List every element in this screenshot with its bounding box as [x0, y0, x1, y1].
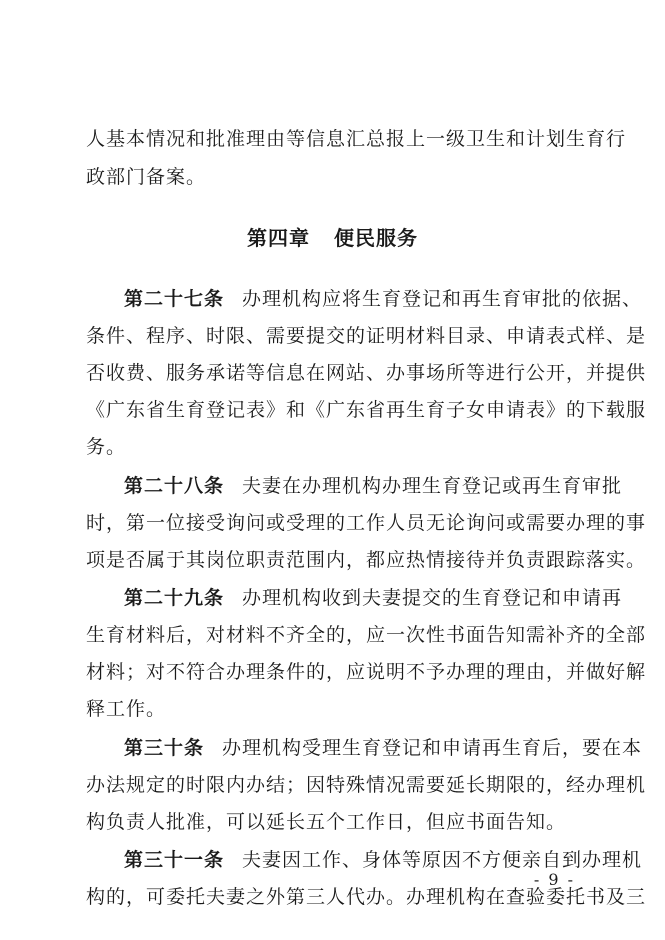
body-text-line: 构负责人批准，可以延长五个工作日，但应书面告知。	[86, 811, 567, 833]
article-text: 夫妻在办理机构办理生育登记或再生育审批	[242, 475, 623, 497]
body-text-line: 《广东省生育登记表》和《广东省再生育子女申请表》的下载服	[86, 399, 647, 421]
article-label: 第二十九条	[124, 587, 225, 609]
chapter-heading	[0, 222, 665, 251]
article-text: 办理机构收到夫妻提交的生育登记和申请再	[242, 587, 623, 609]
article-text: 夫妻因工作、身体等原因不方便亲自到办理机	[242, 849, 643, 871]
article-label: 第二十八条	[124, 475, 225, 497]
body-text-line: 条件、程序、时限、需要提交的证明材料目录、申请表式样、是	[86, 325, 647, 347]
article-text: 办理机构应将生育登记和再生育审批的依据、	[242, 288, 643, 310]
body-text-line: 项是否属于其岗位职责范围内，都应热情接待并负责跟踪落实。	[86, 549, 647, 571]
article-27	[124, 286, 643, 312]
body-text-line: 务。	[86, 436, 127, 458]
body-text-line: 否收费、服务承诺等信息在网站、办事场所等进行公开，并提供	[86, 362, 647, 384]
article-label: 第三十一条	[124, 849, 225, 871]
body-text-line: 释工作。	[86, 698, 167, 720]
article-30	[124, 735, 643, 761]
page-number: - 9 -	[533, 870, 575, 889]
body-text-line: 办法规定的时限内办结；因特殊情况需要延长期限的，经办理机	[86, 774, 647, 796]
chapter-title: 便民服务	[334, 226, 418, 250]
body-text-line: 构的，可委托夫妻之外第三人代办。办理机构在查验委托书及三	[86, 886, 647, 908]
article-text: 办理机构受理生育登记和申请再生育后，要在本	[222, 737, 643, 759]
body-text-line: 人基本情况和批准理由等信息汇总报上一级卫生和计划生育行	[86, 128, 627, 150]
article-label: 第三十条	[124, 737, 205, 759]
body-text-line: 政部门备案。	[86, 166, 207, 188]
body-text-line: 生育材料后，对材料不齐全的，应一次性书面告知需补齐的全部	[86, 624, 647, 646]
body-text-line: 时，第一位接受询问或受理的工作人员无论询问或需要办理的事	[86, 512, 647, 534]
body-text-line: 材料；对不符合办理条件的，应说明不予办理的理由，并做好解	[86, 661, 647, 683]
article-28	[124, 473, 624, 499]
article-29	[124, 585, 624, 611]
chapter-number: 第四章	[247, 226, 310, 250]
article-label: 第二十七条	[124, 288, 225, 310]
